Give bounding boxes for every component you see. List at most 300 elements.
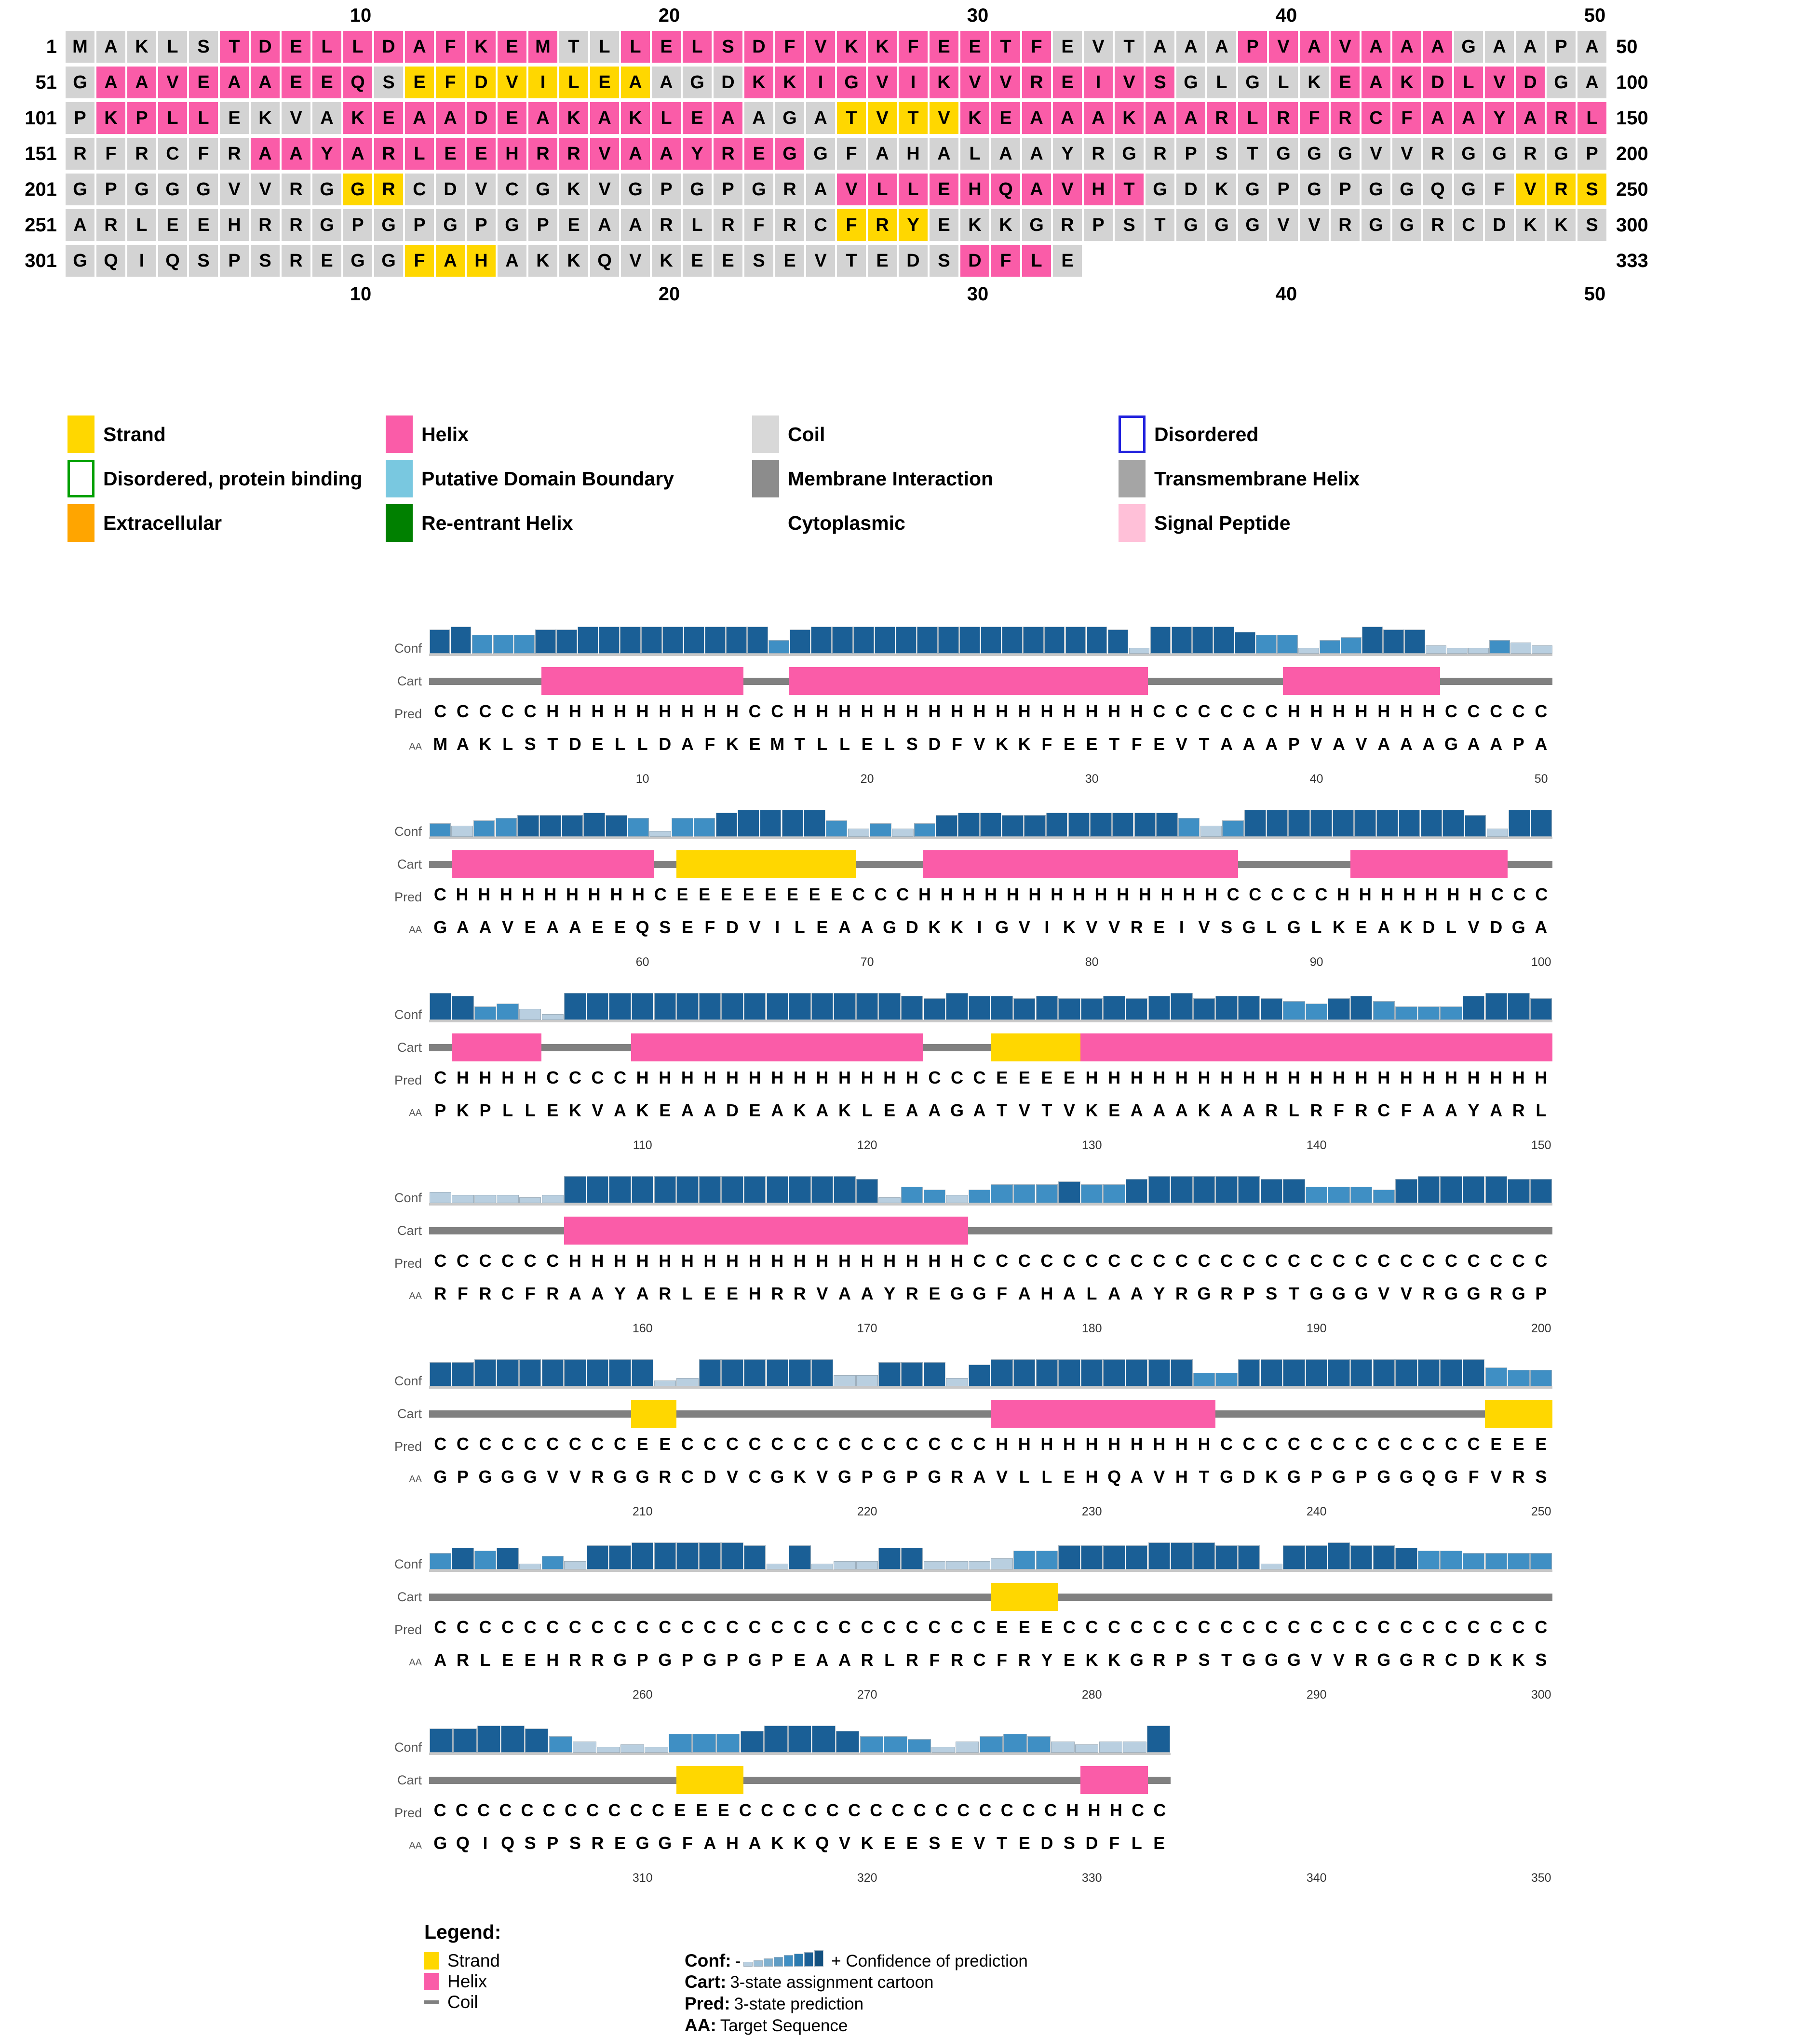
- residue-cell[interactable]: M: [527, 31, 558, 63]
- residue-cell[interactable]: C: [1361, 102, 1391, 134]
- residue-cell[interactable]: G: [1114, 138, 1145, 170]
- residue-cell[interactable]: K: [1546, 209, 1577, 241]
- residue-cell[interactable]: K: [126, 31, 157, 63]
- residue-cell[interactable]: F: [404, 245, 435, 277]
- residue-cell[interactable]: E: [959, 31, 990, 63]
- residue-cell[interactable]: E: [373, 102, 404, 134]
- residue-cell[interactable]: R: [1021, 67, 1052, 98]
- residue-cell[interactable]: E: [281, 67, 311, 98]
- residue-cell[interactable]: G: [1546, 138, 1577, 170]
- residue-cell[interactable]: R: [1422, 138, 1453, 170]
- residue-cell[interactable]: D: [898, 245, 929, 277]
- residue-cell[interactable]: R: [281, 174, 311, 205]
- residue-cell[interactable]: G: [682, 67, 713, 98]
- residue-cell[interactable]: K: [250, 102, 281, 134]
- residue-cell[interactable]: A: [651, 138, 682, 170]
- residue-cell[interactable]: A: [805, 102, 836, 134]
- residue-cell[interactable]: S: [1577, 174, 1607, 205]
- residue-cell[interactable]: R: [1330, 209, 1361, 241]
- residue-cell[interactable]: A: [311, 102, 342, 134]
- residue-cell[interactable]: A: [620, 209, 651, 241]
- residue-cell[interactable]: A: [1175, 31, 1206, 63]
- residue-cell[interactable]: P: [466, 209, 497, 241]
- residue-cell[interactable]: T: [1145, 209, 1175, 241]
- residue-cell[interactable]: K: [990, 209, 1021, 241]
- residue-cell[interactable]: A: [1145, 31, 1175, 63]
- residue-cell[interactable]: A: [589, 102, 620, 134]
- residue-cell[interactable]: R: [867, 209, 898, 241]
- residue-cell[interactable]: V: [589, 174, 620, 205]
- residue-cell[interactable]: K: [743, 67, 774, 98]
- residue-cell[interactable]: V: [1515, 174, 1546, 205]
- residue-cell[interactable]: R: [651, 209, 682, 241]
- residue-cell[interactable]: A: [620, 67, 651, 98]
- residue-cell[interactable]: P: [1546, 31, 1577, 63]
- residue-cell[interactable]: R: [1546, 102, 1577, 134]
- residue-cell[interactable]: E: [311, 245, 342, 277]
- residue-cell[interactable]: E: [743, 138, 774, 170]
- residue-cell[interactable]: T: [219, 31, 250, 63]
- residue-cell[interactable]: E: [497, 102, 527, 134]
- residue-cell[interactable]: P: [95, 174, 126, 205]
- residue-cell[interactable]: V: [219, 174, 250, 205]
- residue-cell[interactable]: A: [95, 67, 126, 98]
- residue-cell[interactable]: A: [250, 138, 281, 170]
- residue-cell[interactable]: L: [311, 31, 342, 63]
- residue-cell[interactable]: C: [404, 174, 435, 205]
- residue-cell[interactable]: H: [959, 174, 990, 205]
- residue-cell[interactable]: L: [126, 209, 157, 241]
- residue-cell[interactable]: A: [1361, 31, 1391, 63]
- residue-cell[interactable]: H: [219, 209, 250, 241]
- residue-cell[interactable]: G: [836, 67, 867, 98]
- residue-cell[interactable]: T: [836, 245, 867, 277]
- residue-cell[interactable]: R: [713, 209, 743, 241]
- residue-cell[interactable]: A: [1577, 31, 1607, 63]
- residue-cell[interactable]: A: [497, 245, 527, 277]
- residue-cell[interactable]: S: [188, 245, 219, 277]
- residue-cell[interactable]: A: [1021, 174, 1052, 205]
- residue-cell[interactable]: F: [774, 31, 805, 63]
- residue-cell[interactable]: V: [929, 102, 959, 134]
- residue-cell[interactable]: F: [743, 209, 774, 241]
- residue-cell[interactable]: A: [219, 67, 250, 98]
- residue-cell[interactable]: A: [1422, 31, 1453, 63]
- residue-cell[interactable]: P: [1330, 174, 1361, 205]
- residue-cell[interactable]: I: [126, 245, 157, 277]
- residue-cell[interactable]: L: [898, 174, 929, 205]
- residue-cell[interactable]: A: [1577, 67, 1607, 98]
- residue-cell[interactable]: R: [1268, 102, 1299, 134]
- residue-cell[interactable]: V: [1484, 67, 1515, 98]
- residue-cell[interactable]: Q: [95, 245, 126, 277]
- residue-cell[interactable]: G: [1391, 209, 1422, 241]
- residue-cell[interactable]: F: [188, 138, 219, 170]
- residue-cell[interactable]: L: [342, 31, 373, 63]
- residue-cell[interactable]: A: [929, 138, 959, 170]
- residue-cell[interactable]: F: [898, 31, 929, 63]
- residue-cell[interactable]: G: [743, 174, 774, 205]
- residue-cell[interactable]: A: [1021, 102, 1052, 134]
- residue-cell[interactable]: V: [836, 174, 867, 205]
- residue-cell[interactable]: C: [805, 209, 836, 241]
- residue-cell[interactable]: F: [1484, 174, 1515, 205]
- residue-cell[interactable]: G: [65, 174, 95, 205]
- residue-cell[interactable]: F: [836, 138, 867, 170]
- residue-cell[interactable]: E: [929, 31, 959, 63]
- residue-cell[interactable]: E: [682, 245, 713, 277]
- residue-cell[interactable]: L: [188, 102, 219, 134]
- residue-cell[interactable]: A: [95, 31, 126, 63]
- residue-cell[interactable]: S: [743, 245, 774, 277]
- residue-cell[interactable]: G: [1175, 209, 1206, 241]
- residue-cell[interactable]: A: [250, 67, 281, 98]
- residue-cell[interactable]: S: [1145, 67, 1175, 98]
- residue-cell[interactable]: G: [1175, 67, 1206, 98]
- residue-cell[interactable]: V: [250, 174, 281, 205]
- residue-cell[interactable]: R: [774, 209, 805, 241]
- residue-cell[interactable]: K: [527, 245, 558, 277]
- residue-cell[interactable]: G: [497, 209, 527, 241]
- residue-cell[interactable]: A: [651, 67, 682, 98]
- residue-cell[interactable]: P: [126, 102, 157, 134]
- residue-cell[interactable]: G: [527, 174, 558, 205]
- residue-cell[interactable]: V: [466, 174, 497, 205]
- residue-cell[interactable]: A: [805, 174, 836, 205]
- residue-cell[interactable]: V: [620, 245, 651, 277]
- residue-cell[interactable]: P: [1237, 31, 1268, 63]
- residue-cell[interactable]: V: [589, 138, 620, 170]
- residue-cell[interactable]: G: [1237, 209, 1268, 241]
- residue-cell[interactable]: R: [95, 209, 126, 241]
- residue-cell[interactable]: G: [435, 209, 466, 241]
- residue-cell[interactable]: E: [929, 174, 959, 205]
- residue-cell[interactable]: R: [1515, 138, 1546, 170]
- residue-cell[interactable]: E: [188, 209, 219, 241]
- residue-cell[interactable]: V: [1052, 174, 1083, 205]
- residue-cell[interactable]: G: [1206, 209, 1237, 241]
- residue-cell[interactable]: A: [620, 138, 651, 170]
- residue-cell[interactable]: T: [1114, 174, 1145, 205]
- residue-cell[interactable]: G: [1330, 138, 1361, 170]
- residue-cell[interactable]: P: [527, 209, 558, 241]
- residue-cell[interactable]: A: [404, 102, 435, 134]
- residue-cell[interactable]: E: [867, 245, 898, 277]
- residue-cell[interactable]: E: [651, 31, 682, 63]
- residue-cell[interactable]: P: [342, 209, 373, 241]
- residue-cell[interactable]: C: [157, 138, 188, 170]
- residue-cell[interactable]: A: [1361, 67, 1391, 98]
- residue-cell[interactable]: G: [1453, 138, 1484, 170]
- residue-cell[interactable]: A: [1391, 31, 1422, 63]
- residue-cell[interactable]: L: [1268, 67, 1299, 98]
- residue-cell[interactable]: L: [404, 138, 435, 170]
- residue-cell[interactable]: H: [1083, 174, 1114, 205]
- residue-cell[interactable]: A: [1052, 102, 1083, 134]
- residue-cell[interactable]: Q: [990, 174, 1021, 205]
- residue-cell[interactable]: S: [188, 31, 219, 63]
- residue-cell[interactable]: G: [805, 138, 836, 170]
- residue-cell[interactable]: K: [558, 102, 589, 134]
- residue-cell[interactable]: E: [682, 102, 713, 134]
- residue-cell[interactable]: H: [898, 138, 929, 170]
- residue-cell[interactable]: V: [805, 245, 836, 277]
- residue-cell[interactable]: A: [1422, 102, 1453, 134]
- residue-cell[interactable]: E: [1052, 245, 1083, 277]
- residue-cell[interactable]: R: [1052, 209, 1083, 241]
- residue-cell[interactable]: A: [342, 138, 373, 170]
- residue-cell[interactable]: G: [774, 138, 805, 170]
- residue-cell[interactable]: A: [65, 209, 95, 241]
- residue-cell[interactable]: V: [1361, 138, 1391, 170]
- residue-cell[interactable]: K: [929, 67, 959, 98]
- residue-cell[interactable]: R: [527, 138, 558, 170]
- residue-cell[interactable]: P: [1577, 138, 1607, 170]
- residue-cell[interactable]: D: [1515, 67, 1546, 98]
- residue-cell[interactable]: E: [1052, 67, 1083, 98]
- residue-cell[interactable]: G: [311, 209, 342, 241]
- residue-cell[interactable]: P: [1083, 209, 1114, 241]
- residue-cell[interactable]: R: [250, 209, 281, 241]
- residue-cell[interactable]: C: [1453, 209, 1484, 241]
- residue-cell[interactable]: D: [466, 102, 497, 134]
- residue-cell[interactable]: F: [435, 31, 466, 63]
- residue-cell[interactable]: D: [713, 67, 743, 98]
- residue-cell[interactable]: S: [1206, 138, 1237, 170]
- residue-cell[interactable]: A: [1145, 102, 1175, 134]
- residue-cell[interactable]: R: [1083, 138, 1114, 170]
- residue-cell[interactable]: K: [836, 31, 867, 63]
- residue-cell[interactable]: K: [1114, 102, 1145, 134]
- residue-cell[interactable]: I: [1083, 67, 1114, 98]
- residue-cell[interactable]: A: [126, 67, 157, 98]
- residue-cell[interactable]: F: [990, 245, 1021, 277]
- residue-cell[interactable]: G: [620, 174, 651, 205]
- residue-cell[interactable]: F: [435, 67, 466, 98]
- residue-cell[interactable]: Y: [311, 138, 342, 170]
- residue-cell[interactable]: L: [1453, 67, 1484, 98]
- residue-cell[interactable]: R: [1422, 209, 1453, 241]
- residue-cell[interactable]: F: [95, 138, 126, 170]
- residue-cell[interactable]: A: [1206, 31, 1237, 63]
- residue-cell[interactable]: L: [1237, 102, 1268, 134]
- residue-cell[interactable]: A: [1453, 102, 1484, 134]
- residue-cell[interactable]: R: [713, 138, 743, 170]
- residue-cell[interactable]: D: [435, 174, 466, 205]
- residue-cell[interactable]: F: [1299, 102, 1330, 134]
- residue-cell[interactable]: L: [651, 102, 682, 134]
- residue-cell[interactable]: E: [497, 31, 527, 63]
- residue-cell[interactable]: S: [1577, 209, 1607, 241]
- residue-cell[interactable]: R: [219, 138, 250, 170]
- residue-cell[interactable]: G: [1361, 174, 1391, 205]
- residue-cell[interactable]: E: [404, 67, 435, 98]
- residue-cell[interactable]: G: [373, 245, 404, 277]
- residue-cell[interactable]: A: [281, 138, 311, 170]
- residue-cell[interactable]: P: [651, 174, 682, 205]
- residue-cell[interactable]: V: [1330, 31, 1361, 63]
- residue-cell[interactable]: A: [1515, 31, 1546, 63]
- residue-cell[interactable]: P: [404, 209, 435, 241]
- residue-cell[interactable]: G: [1299, 174, 1330, 205]
- residue-cell[interactable]: A: [743, 102, 774, 134]
- residue-cell[interactable]: A: [435, 245, 466, 277]
- residue-cell[interactable]: E: [281, 31, 311, 63]
- residue-cell[interactable]: E: [1330, 67, 1361, 98]
- residue-cell[interactable]: D: [959, 245, 990, 277]
- residue-cell[interactable]: V: [959, 67, 990, 98]
- residue-cell[interactable]: R: [1145, 138, 1175, 170]
- residue-cell[interactable]: G: [157, 174, 188, 205]
- residue-cell[interactable]: G: [311, 174, 342, 205]
- residue-cell[interactable]: V: [1299, 209, 1330, 241]
- residue-cell[interactable]: K: [620, 102, 651, 134]
- residue-cell[interactable]: D: [743, 31, 774, 63]
- residue-cell[interactable]: Q: [342, 67, 373, 98]
- residue-cell[interactable]: G: [342, 245, 373, 277]
- residue-cell[interactable]: G: [373, 209, 404, 241]
- residue-cell[interactable]: P: [1268, 174, 1299, 205]
- residue-cell[interactable]: R: [281, 245, 311, 277]
- residue-cell[interactable]: E: [1052, 31, 1083, 63]
- residue-cell[interactable]: K: [959, 102, 990, 134]
- residue-cell[interactable]: Y: [1484, 102, 1515, 134]
- residue-cell[interactable]: K: [1515, 209, 1546, 241]
- residue-cell[interactable]: Q: [157, 245, 188, 277]
- residue-cell[interactable]: K: [95, 102, 126, 134]
- residue-cell[interactable]: R: [373, 174, 404, 205]
- residue-cell[interactable]: Q: [1422, 174, 1453, 205]
- residue-cell[interactable]: M: [65, 31, 95, 63]
- residue-cell[interactable]: I: [898, 67, 929, 98]
- residue-cell[interactable]: H: [497, 138, 527, 170]
- residue-cell[interactable]: V: [867, 67, 898, 98]
- residue-cell[interactable]: A: [404, 31, 435, 63]
- residue-cell[interactable]: A: [527, 102, 558, 134]
- residue-cell[interactable]: V: [805, 31, 836, 63]
- residue-cell[interactable]: K: [774, 67, 805, 98]
- residue-cell[interactable]: G: [1237, 174, 1268, 205]
- residue-cell[interactable]: G: [1299, 138, 1330, 170]
- residue-cell[interactable]: T: [1237, 138, 1268, 170]
- residue-cell[interactable]: K: [651, 245, 682, 277]
- residue-cell[interactable]: S: [1114, 209, 1145, 241]
- residue-cell[interactable]: K: [1206, 174, 1237, 205]
- residue-cell[interactable]: T: [898, 102, 929, 134]
- residue-cell[interactable]: Y: [682, 138, 713, 170]
- residue-cell[interactable]: R: [1330, 102, 1361, 134]
- residue-cell[interactable]: E: [219, 102, 250, 134]
- residue-cell[interactable]: T: [990, 31, 1021, 63]
- residue-cell[interactable]: L: [1021, 245, 1052, 277]
- residue-cell[interactable]: F: [1021, 31, 1052, 63]
- residue-cell[interactable]: V: [497, 67, 527, 98]
- residue-cell[interactable]: G: [1391, 174, 1422, 205]
- residue-cell[interactable]: F: [1391, 102, 1422, 134]
- residue-cell[interactable]: V: [1391, 138, 1422, 170]
- residue-cell[interactable]: G: [1237, 67, 1268, 98]
- residue-cell[interactable]: Y: [1052, 138, 1083, 170]
- residue-cell[interactable]: V: [867, 102, 898, 134]
- residue-cell[interactable]: R: [65, 138, 95, 170]
- residue-cell[interactable]: G: [1453, 31, 1484, 63]
- residue-cell[interactable]: V: [1268, 209, 1299, 241]
- residue-cell[interactable]: L: [1577, 102, 1607, 134]
- residue-cell[interactable]: P: [713, 174, 743, 205]
- residue-cell[interactable]: S: [373, 67, 404, 98]
- residue-cell[interactable]: P: [1175, 138, 1206, 170]
- residue-cell[interactable]: K: [959, 209, 990, 241]
- residue-cell[interactable]: S: [929, 245, 959, 277]
- residue-cell[interactable]: E: [188, 67, 219, 98]
- residue-cell[interactable]: K: [342, 102, 373, 134]
- residue-cell[interactable]: K: [1391, 67, 1422, 98]
- residue-cell[interactable]: L: [589, 31, 620, 63]
- residue-cell[interactable]: R: [774, 174, 805, 205]
- residue-cell[interactable]: E: [435, 138, 466, 170]
- residue-cell[interactable]: F: [836, 209, 867, 241]
- residue-cell[interactable]: L: [157, 102, 188, 134]
- residue-cell[interactable]: K: [867, 31, 898, 63]
- residue-cell[interactable]: G: [682, 174, 713, 205]
- residue-cell[interactable]: G: [1145, 174, 1175, 205]
- residue-cell[interactable]: G: [774, 102, 805, 134]
- residue-cell[interactable]: G: [1021, 209, 1052, 241]
- residue-cell[interactable]: V: [281, 102, 311, 134]
- residue-cell[interactable]: G: [65, 245, 95, 277]
- residue-cell[interactable]: S: [250, 245, 281, 277]
- residue-cell[interactable]: P: [219, 245, 250, 277]
- residue-cell[interactable]: I: [805, 67, 836, 98]
- residue-cell[interactable]: L: [682, 31, 713, 63]
- residue-cell[interactable]: H: [466, 245, 497, 277]
- residue-cell[interactable]: G: [1453, 174, 1484, 205]
- residue-cell[interactable]: G: [1484, 138, 1515, 170]
- residue-cell[interactable]: G: [1361, 209, 1391, 241]
- residue-cell[interactable]: C: [497, 174, 527, 205]
- residue-cell[interactable]: A: [1021, 138, 1052, 170]
- residue-cell[interactable]: A: [589, 209, 620, 241]
- residue-cell[interactable]: E: [929, 209, 959, 241]
- residue-cell[interactable]: D: [1175, 174, 1206, 205]
- residue-cell[interactable]: E: [558, 209, 589, 241]
- residue-cell[interactable]: L: [682, 209, 713, 241]
- residue-cell[interactable]: A: [990, 138, 1021, 170]
- residue-cell[interactable]: D: [250, 31, 281, 63]
- residue-cell[interactable]: T: [558, 31, 589, 63]
- residue-cell[interactable]: E: [713, 245, 743, 277]
- residue-cell[interactable]: A: [713, 102, 743, 134]
- residue-cell[interactable]: D: [1422, 67, 1453, 98]
- residue-cell[interactable]: V: [1268, 31, 1299, 63]
- residue-cell[interactable]: R: [373, 138, 404, 170]
- residue-cell[interactable]: R: [1206, 102, 1237, 134]
- residue-cell[interactable]: G: [188, 174, 219, 205]
- residue-cell[interactable]: A: [1175, 102, 1206, 134]
- residue-cell[interactable]: D: [373, 31, 404, 63]
- residue-cell[interactable]: I: [527, 67, 558, 98]
- residue-cell[interactable]: E: [774, 245, 805, 277]
- residue-cell[interactable]: K: [558, 245, 589, 277]
- residue-cell[interactable]: G: [342, 174, 373, 205]
- residue-cell[interactable]: E: [466, 138, 497, 170]
- residue-cell[interactable]: D: [1484, 209, 1515, 241]
- residue-cell[interactable]: V: [1114, 67, 1145, 98]
- residue-cell[interactable]: E: [589, 67, 620, 98]
- residue-cell[interactable]: E: [157, 209, 188, 241]
- residue-cell[interactable]: K: [466, 31, 497, 63]
- residue-cell[interactable]: G: [65, 67, 95, 98]
